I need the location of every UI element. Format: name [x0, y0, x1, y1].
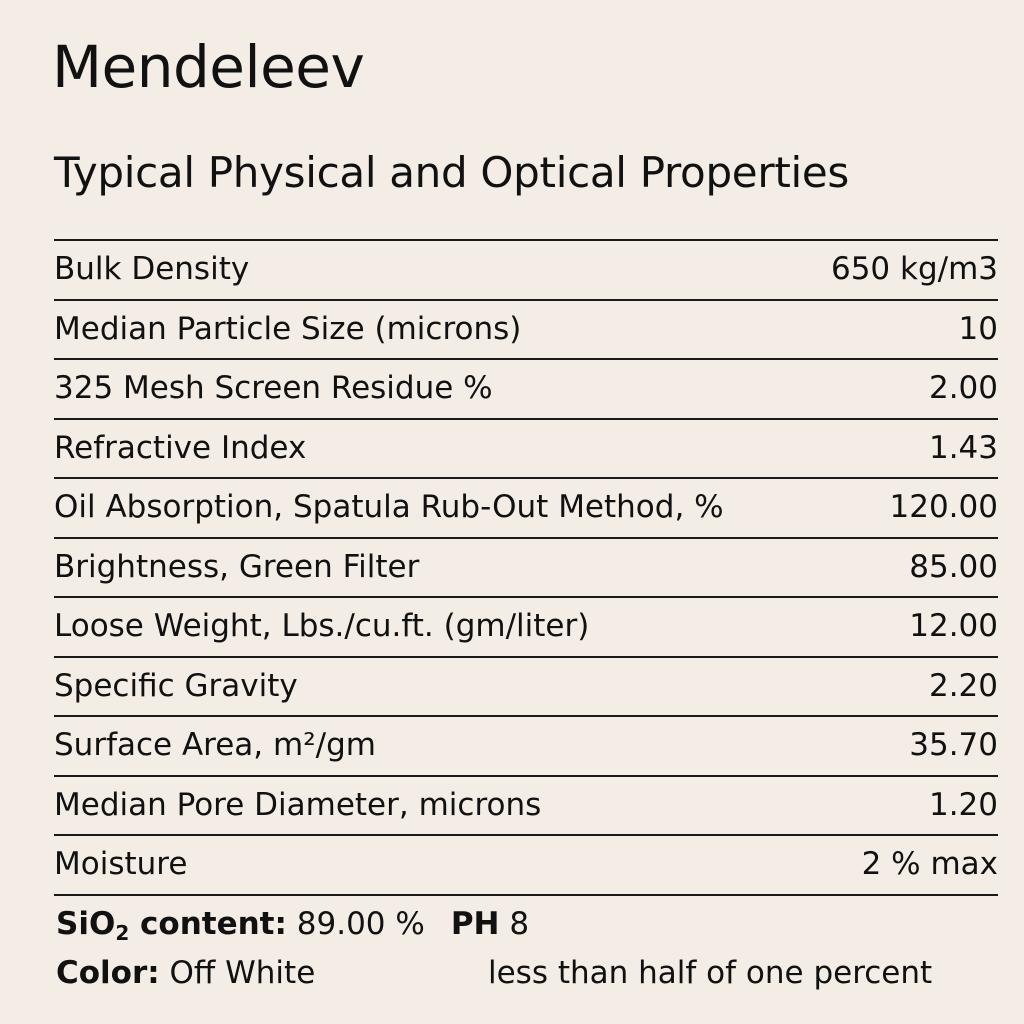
- ph-value: 8: [509, 906, 530, 942]
- table-row: [54, 479, 998, 539]
- sio2-label: [56, 906, 287, 945]
- color-value: Off White: [169, 955, 316, 991]
- property-value: 2.20: [928, 667, 998, 704]
- table-row: [54, 360, 998, 420]
- property-label: Refractive Index: [54, 429, 307, 466]
- property-value: 650 kg/m3: [830, 251, 998, 288]
- sio2-subscript: 2: [115, 921, 130, 945]
- brand-title: Mendeleev: [52, 33, 365, 101]
- ph-label: PH: [450, 906, 500, 942]
- property-value: 120.00: [889, 489, 998, 526]
- property-label: Brightness, Green Filter: [54, 548, 420, 585]
- property-label: Oil Absorption, Spatula Rub-Out Method, %: [54, 489, 724, 526]
- property-label: Bulk Density: [54, 251, 250, 288]
- color-line: [56, 955, 1000, 991]
- property-label: Median Particle Size (microns): [54, 310, 522, 347]
- property-value: 2 % max: [861, 846, 998, 883]
- table-row: [54, 598, 998, 658]
- property-label: Median Pore Diameter, microns: [54, 786, 542, 823]
- table-row: [54, 241, 998, 301]
- composition-line: [56, 906, 1000, 945]
- property-value: 2.00: [928, 370, 998, 407]
- table-row: [54, 777, 998, 837]
- table-row: [54, 301, 998, 361]
- table-row: [54, 658, 998, 718]
- property-label: Surface Area, m²/gm: [54, 727, 376, 764]
- property-value: 12.00: [909, 608, 998, 645]
- property-value: 85.00: [909, 548, 998, 585]
- properties-table: [54, 239, 998, 896]
- property-label: Loose Weight, Lbs./cu.ft. (gm/liter): [54, 608, 590, 645]
- property-value: 1.20: [928, 786, 998, 823]
- property-label: Specific Gravity: [54, 667, 298, 704]
- table-row: [54, 420, 998, 480]
- property-label: 325 Mesh Screen Residue %: [54, 370, 493, 407]
- footnote: less than half of one percent: [488, 955, 933, 991]
- property-value: 35.70: [909, 727, 998, 764]
- table-row: [54, 717, 998, 777]
- table-row: [54, 539, 998, 599]
- sio2-value: 89.00 %: [296, 906, 425, 942]
- property-value: 10: [958, 310, 998, 347]
- table-row: [54, 836, 998, 896]
- property-value: 1.43: [928, 429, 998, 466]
- sio2-suffix: content:: [129, 906, 287, 942]
- property-label: Moisture: [54, 846, 188, 883]
- color-label: Color:: [56, 955, 160, 991]
- section-heading: Typical Physical and Optical Properties: [54, 148, 849, 197]
- sio2-prefix: SiO: [56, 906, 116, 942]
